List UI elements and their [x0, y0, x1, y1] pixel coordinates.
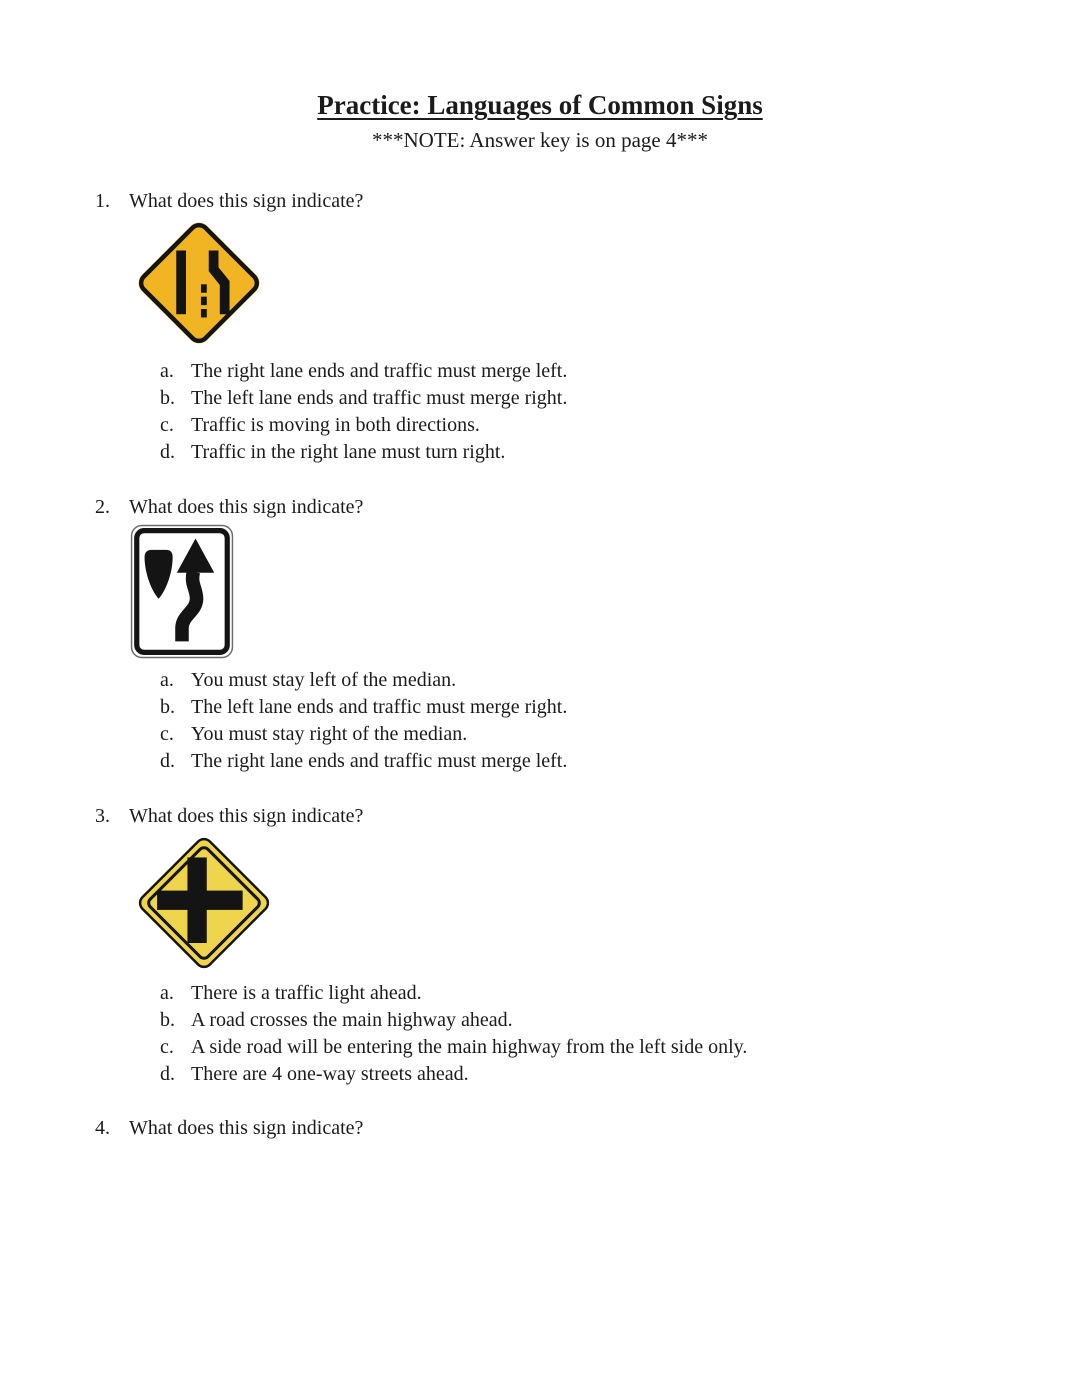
question-prompt: What does this sign indicate?: [129, 805, 364, 827]
option-text: A side road will be entering the main highway from the left side only.: [191, 1036, 748, 1058]
option-c: c. Traffic is moving in both directions.: [160, 412, 1080, 439]
option-text: The left lane ends and traffic must merge right.: [191, 387, 568, 409]
answer-options: [160, 980, 1080, 1088]
option-d: d. There are 4 one-way streets ahead.: [160, 1061, 1080, 1088]
option-text: There are 4 one-way streets ahead.: [191, 1063, 469, 1085]
question-1: [95, 190, 1080, 466]
question-number: 3.: [95, 805, 110, 827]
option-text: Traffic in the right lane must turn right.: [191, 441, 506, 463]
option-a: a. There is a traffic light ahead.: [160, 980, 1080, 1007]
option-text: Traffic is moving in both directions.: [191, 414, 480, 436]
page-title: Practice: Languages of Common Signs: [317, 90, 763, 120]
option-b: b. The left lane ends and traffic must merge right.: [160, 385, 1080, 412]
question-3: [95, 805, 1080, 1088]
option-text: You must stay right of the median.: [191, 723, 468, 745]
question-prompt: What does this sign indicate?: [129, 1117, 364, 1139]
answer-key-note: ***NOTE: Answer key is on page 4***: [372, 128, 708, 152]
option-a: a. You must stay left of the median.: [160, 667, 1080, 694]
option-text: You must stay left of the median.: [191, 669, 457, 691]
option-d: d. Traffic in the right lane must turn right.: [160, 439, 1080, 466]
option-b: b. A road crosses the main highway ahead.: [160, 1007, 1080, 1034]
option-c: c. A side road will be entering the main highway from the left side only.: [160, 1034, 1080, 1061]
option-text: The right lane ends and traffic must merge left.: [191, 360, 568, 382]
right-lane-ends-merge-left-sign-icon: [133, 218, 265, 348]
crossroads-ahead-sign-icon: [135, 833, 273, 973]
option-c: c. You must stay right of the median.: [160, 721, 1080, 748]
question-number: 4.: [95, 1117, 110, 1139]
option-d: d. The right lane ends and traffic must merge left.: [160, 748, 1080, 775]
option-text: A road crosses the main highway ahead.: [191, 1009, 513, 1031]
option-text: There is a traffic light ahead.: [191, 982, 422, 1004]
question-number: 1.: [95, 190, 110, 212]
answer-options: [160, 358, 1080, 466]
question-4: [95, 1117, 1080, 1140]
option-b: b. The left lane ends and traffic must merge right.: [160, 694, 1080, 721]
keep-right-of-median-sign-icon: [130, 523, 234, 660]
answer-options: [160, 667, 1080, 775]
option-text: The right lane ends and traffic must merge left.: [191, 750, 568, 772]
question-prompt: What does this sign indicate?: [129, 496, 364, 518]
question-2: [95, 496, 1080, 775]
option-a: a. The right lane ends and traffic must merge left.: [160, 358, 1080, 385]
question-prompt: What does this sign indicate?: [129, 190, 364, 212]
option-text: The left lane ends and traffic must merge right.: [191, 696, 568, 718]
question-number: 2.: [95, 496, 110, 518]
